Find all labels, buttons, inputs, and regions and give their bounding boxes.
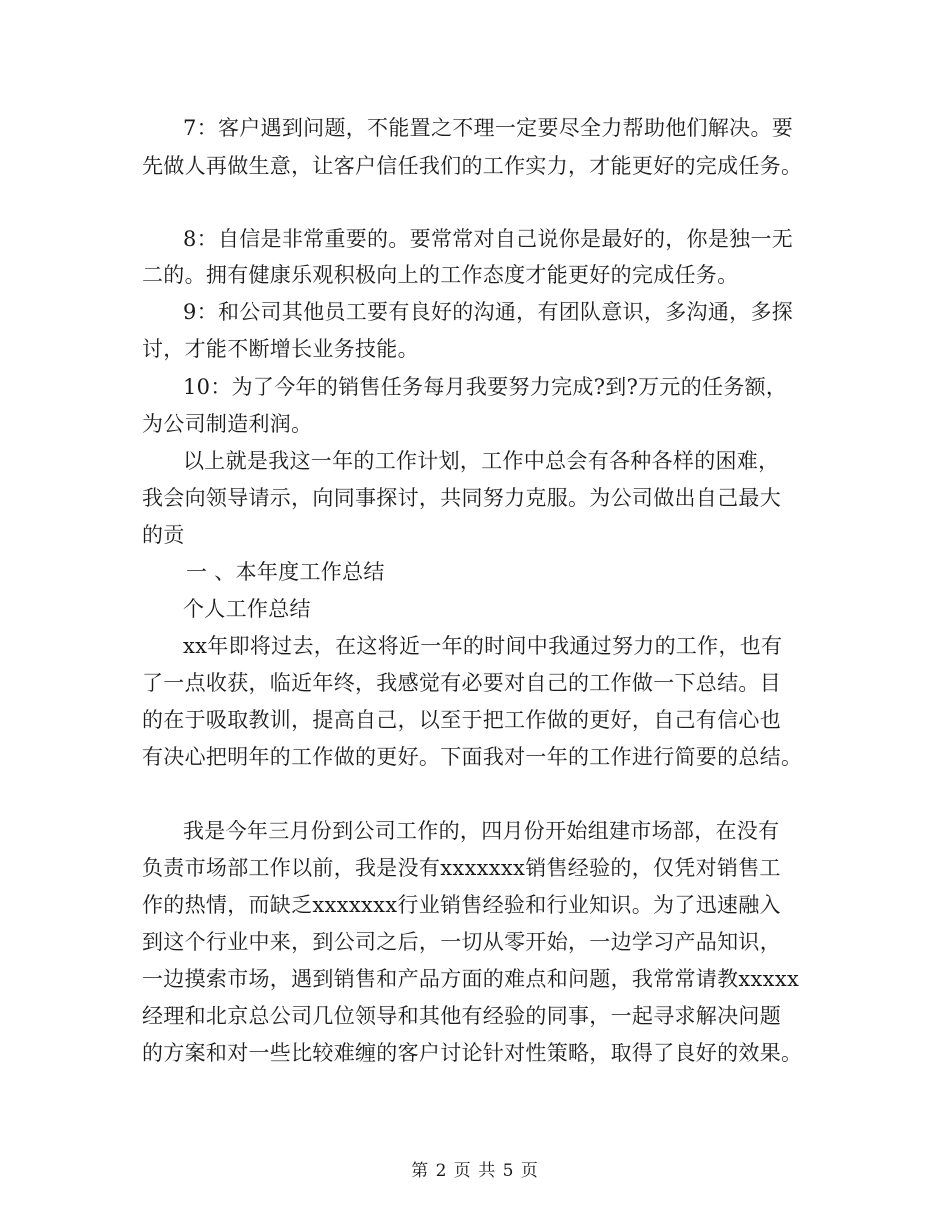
conclusion-line-3: 的贡 (142, 523, 185, 547)
item-9-line-2: 讨，才能不断增长业务技能。 (142, 337, 419, 361)
item-7-line-2: 先做人再做生意，让客户信任我们的工作实力，才能更好的完成任务。 (142, 154, 803, 178)
work-history-line-7: 的方案和对一些比较难缠的客户讨论针对性策略，取得了良好的效果。 (142, 1041, 803, 1065)
item-8-line-1: 8：自信是非常重要的。要常常对自己说你是最好的，你是独一无 (183, 227, 794, 251)
item-8-line-2: 二的。拥有健康乐观积极向上的工作态度才能更好的完成任务。 (142, 263, 739, 287)
summary-intro-line-2: 了一点收获，临近年终，我感觉有必要对自己的工作做一下总结。目 (142, 671, 781, 695)
summary-intro-line-3: 的在于吸取教训，提高自己，以至于把工作做的更好，自己有信心也 (142, 708, 781, 732)
item-9-line-1: 9：和公司其他员工要有良好的沟通，有团队意识，多沟通，多探 (183, 300, 794, 324)
page-number: 第 2 页 共 5 页 (411, 1161, 539, 1181)
conclusion-line-1: 以上就是我这一年的工作计划，工作中总会有各种各样的困难， (183, 449, 780, 473)
summary-intro-line-1: xx年即将过去，在这将近一年的时间中我通过努力的工作，也有 (183, 634, 783, 658)
work-history-line-2: 负责市场部工作以前，我是没有xxxxxxx销售经验的，仅凭对销售工 (142, 856, 781, 880)
work-history-line-1: 我是今年三月份到公司工作的，四月份开始组建市场部，在没有 (183, 819, 780, 843)
section-heading: 一 、本年度工作总结 (186, 560, 385, 584)
conclusion-line-2: 我会向领导请示，向同事探讨，共同努力克服。为公司做出自己最大 (142, 486, 781, 510)
item-10-line-1: 10：为了今年的销售任务每月我要努力完成?到?万元的任务额， (183, 375, 788, 399)
work-history-line-5: 一边摸索市场，遇到销售和产品方面的难点和问题，我常常请教xxxxx (142, 967, 800, 991)
sub-heading: 个人工作总结 (183, 597, 311, 621)
item-7-line-1: 7：客户遇到问题，不能置之不理一定要尽全力帮助他们解决。要 (183, 116, 794, 140)
work-history-line-3: 作的热情，而缺乏xxxxxxx行业销售经验和行业知识。为了迅速融入 (142, 893, 781, 917)
item-10-line-2: 为公司制造利润。 (142, 412, 313, 436)
work-history-line-4: 到这个行业中来，到公司之后，一切从零开始，一边学习产品知识， (142, 930, 781, 954)
work-history-line-6: 经理和北京总公司几位领导和其他有经验的同事，一起寻求解决问题 (142, 1004, 781, 1028)
summary-intro-line-4: 有决心把明年的工作做的更好。下面我对一年的工作进行简要的总结。 (142, 745, 803, 769)
